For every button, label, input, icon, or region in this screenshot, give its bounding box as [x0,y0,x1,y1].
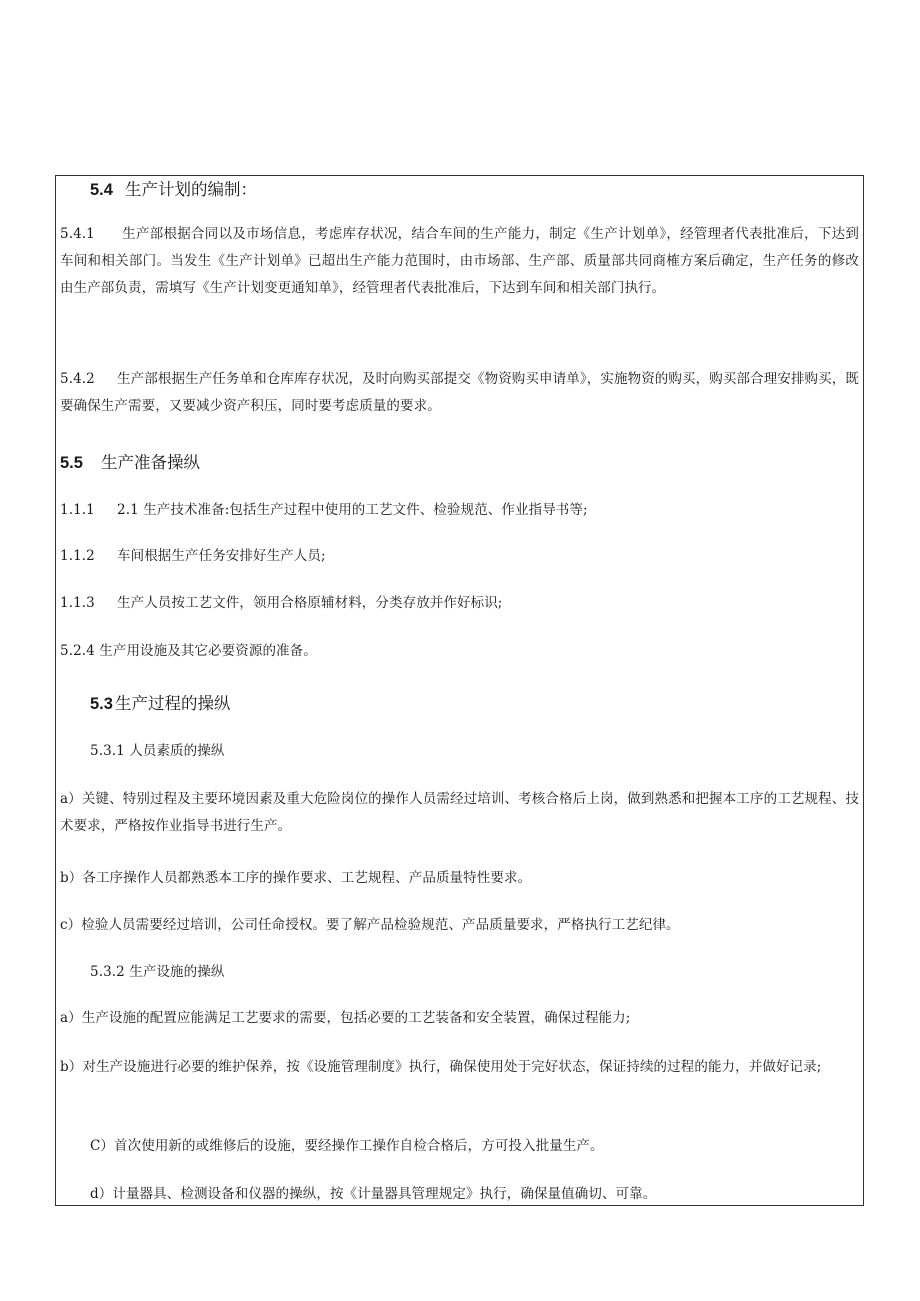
subsection-5-3-1: 5.3.1 人员素质的操纵 [90,743,225,759]
paragraph-text: 2.1 生产技术准备:包括生产过程中使用的工艺文件、检验规范、作业指导书等; [117,502,588,518]
section-number: 5.4 [90,181,113,199]
section-title: 生产准备操纵 [100,453,200,472]
paragraph-1-1-3 [60,590,859,617]
paragraph-text: 生产部根据合同以及市场信息，考虑库存状况，结合车间的生产能力，制定《生产计划单》，经管理者代表批准后，下达到车间和相关部门。当发生《生产计划单》已超出生产能力范围时，由市场部、生产部、质量部共同商榷方案后确定，生产任务的修改由生产部负责，需填写《生产计划变更通知单》，经管理者代表批准后，下达到车间和相关部门执行。 [60,226,859,296]
paragraph-5-3-2-c: C）首次使用新的或维修后的设施，要经操作工操作自检合格后，方可投入批量生产。 [90,1138,604,1154]
section-5-5-heading [60,451,200,475]
paragraph-number: 1.1.3 [60,595,95,611]
section-number: 5.5 [60,454,83,472]
section-number: 5.3 [90,695,113,713]
section-5-4-heading [90,178,257,202]
paragraph-5-3-2-a: a）生产设施的配置应能满足工艺要求的需要，包括必要的工艺装备和安全装置，确保过程能力; [60,1010,631,1026]
paragraph-text: 生产人员按工艺文件，领用合格原辅材料，分类存放并作好标识; [117,595,503,611]
paragraph-5-3-2-b: b）对生产设施进行必要的维护保养，按《设施管理制度》执行，确保使用处于完好状态，保证持续的过程的能力，并做好记录; [60,1059,822,1075]
section-title: 生产过程的操纵 [114,694,231,713]
subsection-5-3-2: 5.3.2 生产设施的操纵 [90,964,225,980]
paragraph-number: 1.1.2 [60,548,95,564]
paragraph-1-1-1 [60,497,859,524]
section-title: 生产计划的编制： [124,180,257,199]
paragraph-number: 1.1.1 [60,502,95,518]
paragraph-number: 5.4.2 [60,371,95,387]
paragraph-text: 生产部根据生产任务单和仓库库存状况，及时向购买部提交《物资购买申请单》，实施物资的购买，购买部合理安排购买，既要确保生产需要，又要减少资产积压，同时要考虑质量的要求。 [60,371,859,414]
document-frame [55,175,864,1206]
paragraph-5-3-1-c: c）检验人员需要经过培训，公司任命授权。要了解产品检验规范、产品质量要求，严格执行工艺纪律。 [60,917,680,933]
paragraph-5-3-1-b: b）各工序操作人员都熟悉本工序的操作要求、工艺规程、产品质量特性要求。 [60,870,532,886]
paragraph-5-2-4: 5.2.4 生产用设施及其它必要资源的准备。 [60,643,317,659]
paragraph-5-4-2 [60,366,859,420]
paragraph-text: 车间根据生产任务安排好生产人员; [117,548,326,564]
paragraph-5-3-2-d: d）计量器具、检测设备和仪器的操纵，按《计量器具管理规定》执行，确保量值确切、可靠。 [90,1186,657,1202]
paragraph-5-3-1-a: a）关键、特别过程及主要环境因素及重大危险岗位的操作人员需经过培训、考核合格后上岗，做到熟悉和把握本工序的工艺规程、技术要求，严格按作业指导书进行生产。 [60,791,859,834]
paragraph-5-4-1 [60,221,859,302]
paragraph-1-1-2 [60,543,859,570]
section-5-3-heading [90,692,230,716]
paragraph-number: 5.4.1 [60,226,95,242]
